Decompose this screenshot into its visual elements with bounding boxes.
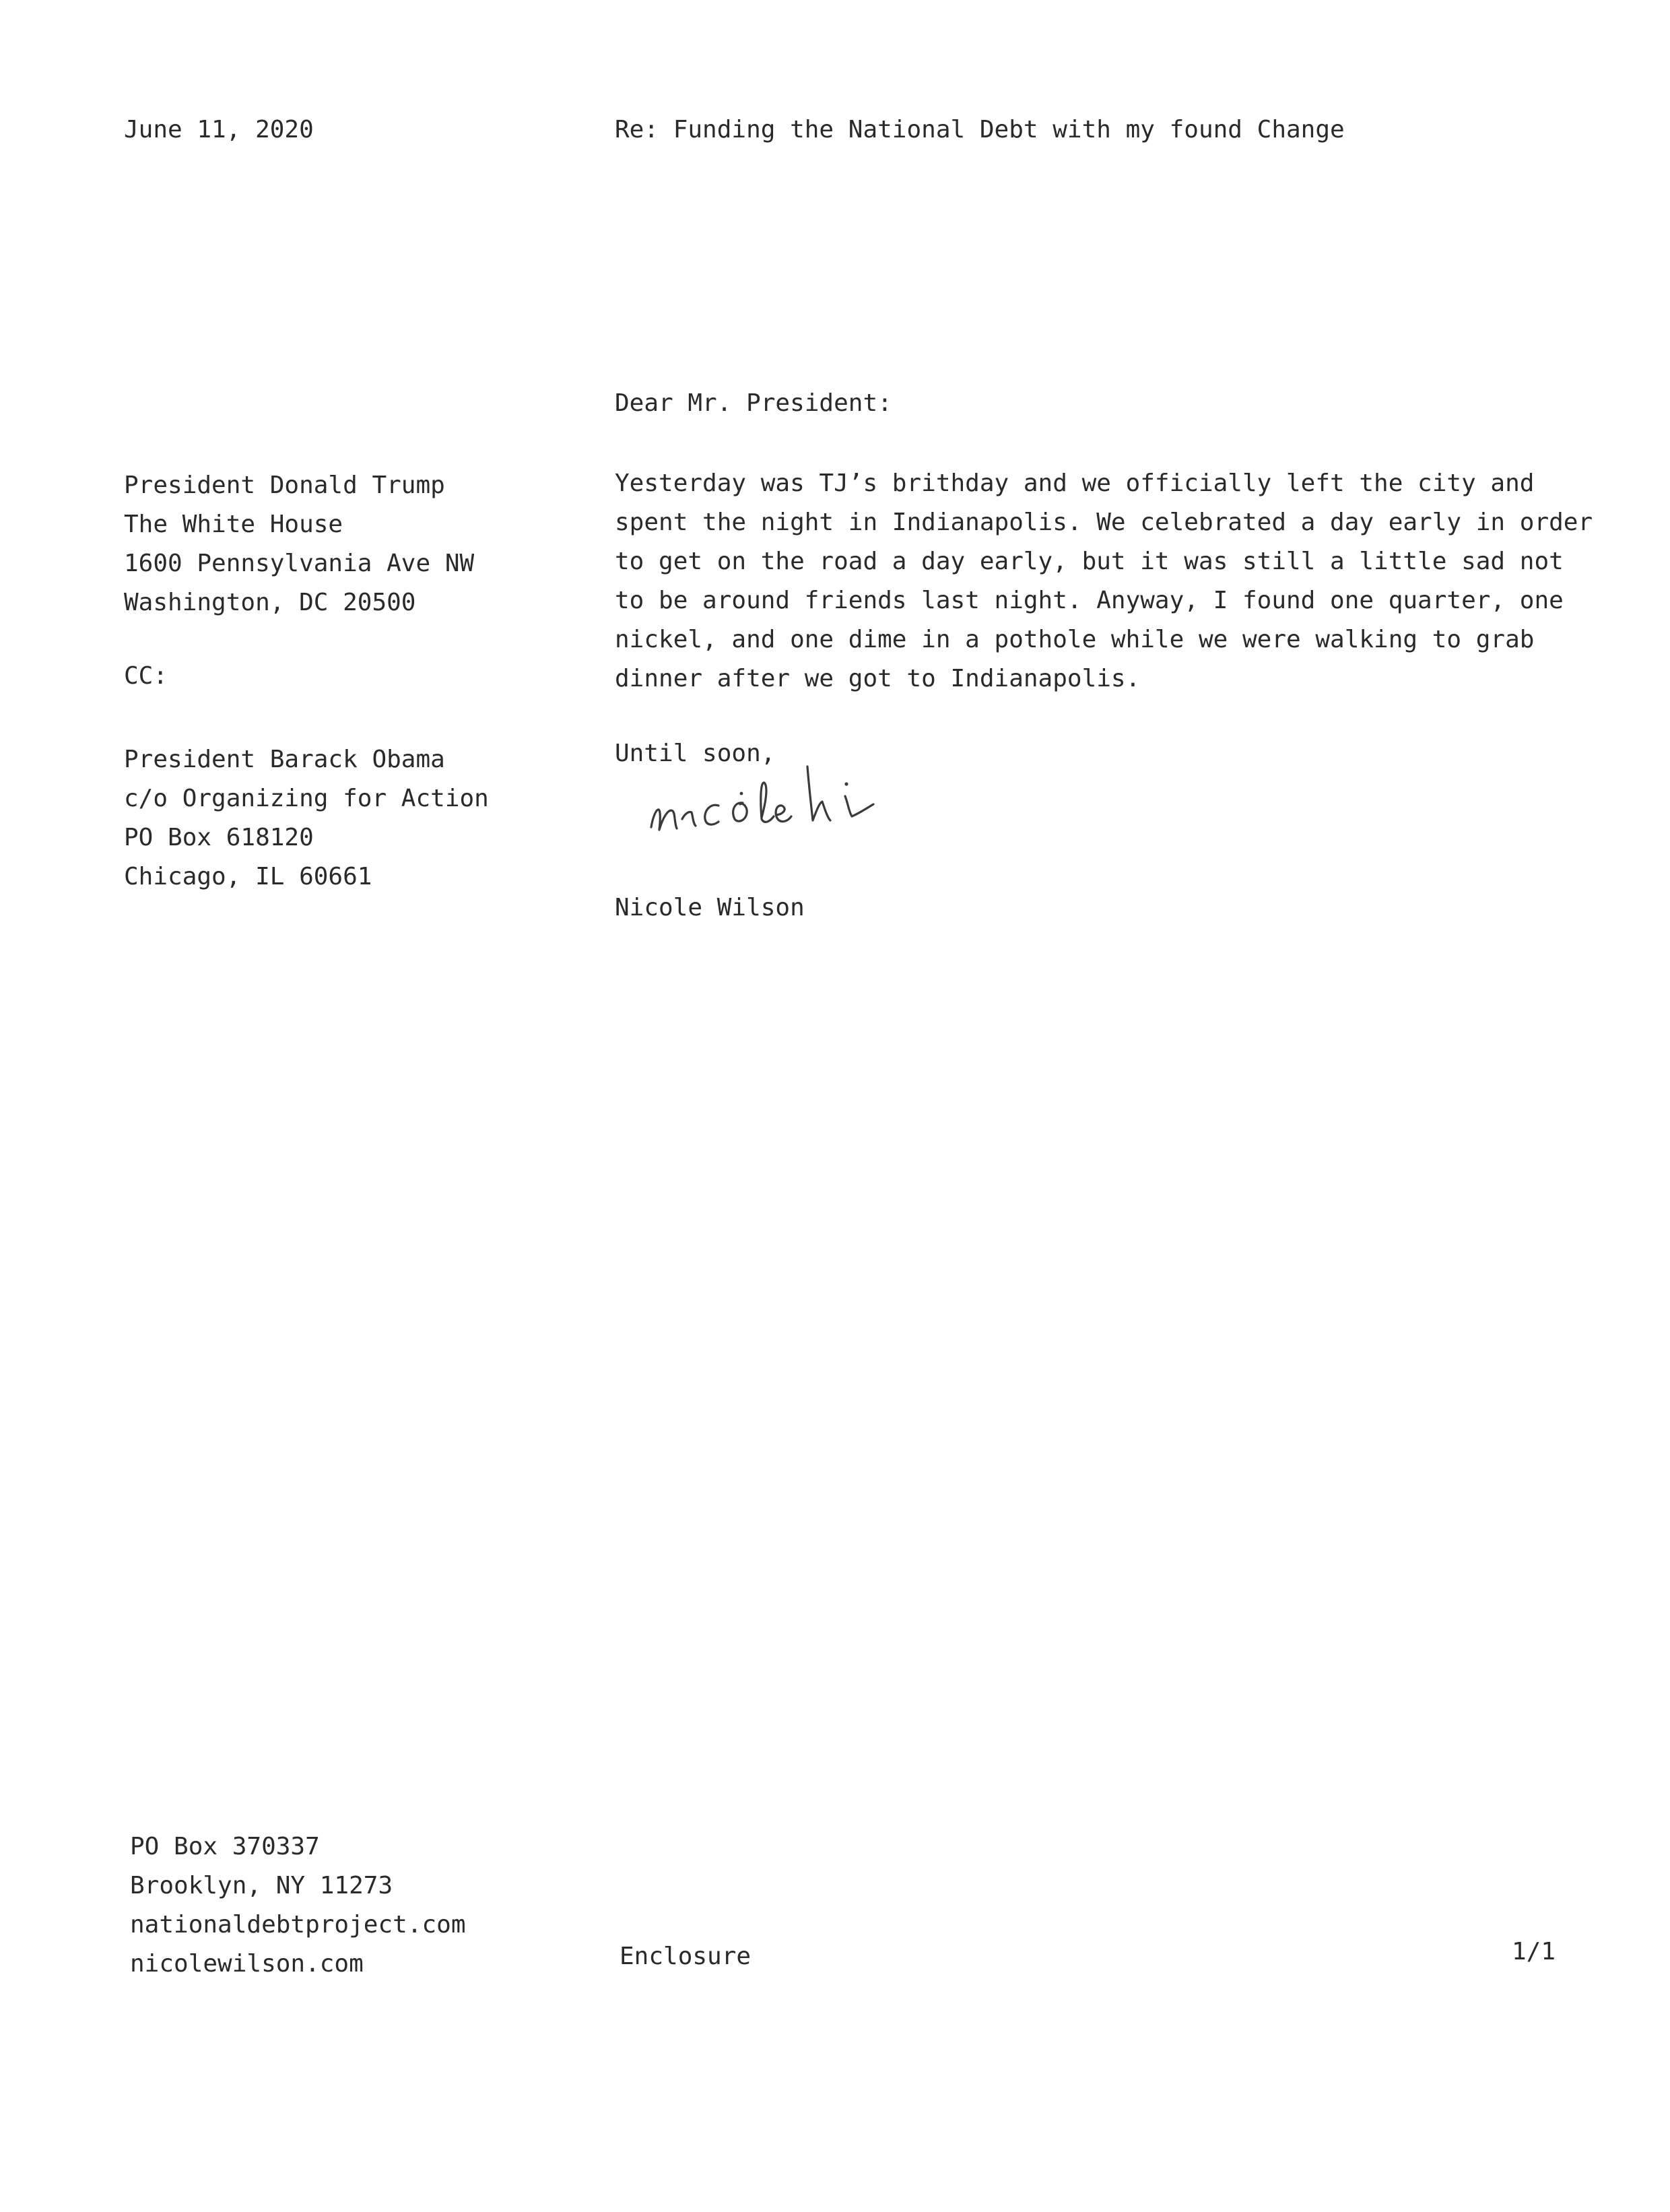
- cc-address: [124, 740, 489, 897]
- body-line: spent the night in Indianapolis. We celebrated a day early in order: [615, 509, 1593, 536]
- cc-label: CC:: [124, 662, 168, 690]
- footer-line: nicolewilson.com: [130, 1950, 364, 1978]
- page-number: 1/1: [1512, 1938, 1556, 1965]
- body-line: to be around friends last night. Anyway, I found one quarter, one: [615, 587, 1564, 614]
- footer-line: nationaldebtproject.com: [130, 1911, 466, 1939]
- footer-line: Brooklyn, NY 11273: [130, 1872, 393, 1899]
- footer-address: [130, 1827, 466, 1984]
- cc-line: President Barack Obama: [124, 746, 445, 773]
- salutation: Dear Mr. President:: [615, 389, 892, 417]
- cc-line: Chicago, IL 60661: [124, 863, 372, 890]
- footer-line: PO Box 370337: [130, 1833, 320, 1860]
- body-line: Yesterday was TJ’s brithday and we officially left the city and: [615, 469, 1535, 497]
- signature-image: [643, 754, 966, 869]
- closing: Until soon,: [615, 740, 776, 767]
- letter-date: June 11, 2020: [124, 116, 314, 143]
- signer-name: Nicole Wilson: [615, 894, 805, 921]
- cc-line: c/o Organizing for Action: [124, 785, 489, 812]
- letter-subject: Re: Funding the National Debt with my found Change: [615, 116, 1345, 143]
- body-line: to get on the road a day early, but it was still a little sad not: [615, 548, 1564, 575]
- letter-body: [615, 464, 1593, 698]
- enclosure-note: Enclosure: [620, 1943, 752, 1970]
- body-line: nickel, and one dime in a pothole while we were walking to grab: [615, 626, 1535, 653]
- body-line: dinner after we got to Indianapolis.: [615, 665, 1141, 692]
- recipient-line: 1600 Pennsylvania Ave NW: [124, 550, 475, 577]
- recipient-line: The White House: [124, 511, 343, 538]
- recipient-address: [124, 466, 474, 622]
- recipient-line: President Donald Trump: [124, 471, 445, 499]
- recipient-line: Washington, DC 20500: [124, 589, 416, 616]
- cc-line: PO Box 618120: [124, 824, 314, 851]
